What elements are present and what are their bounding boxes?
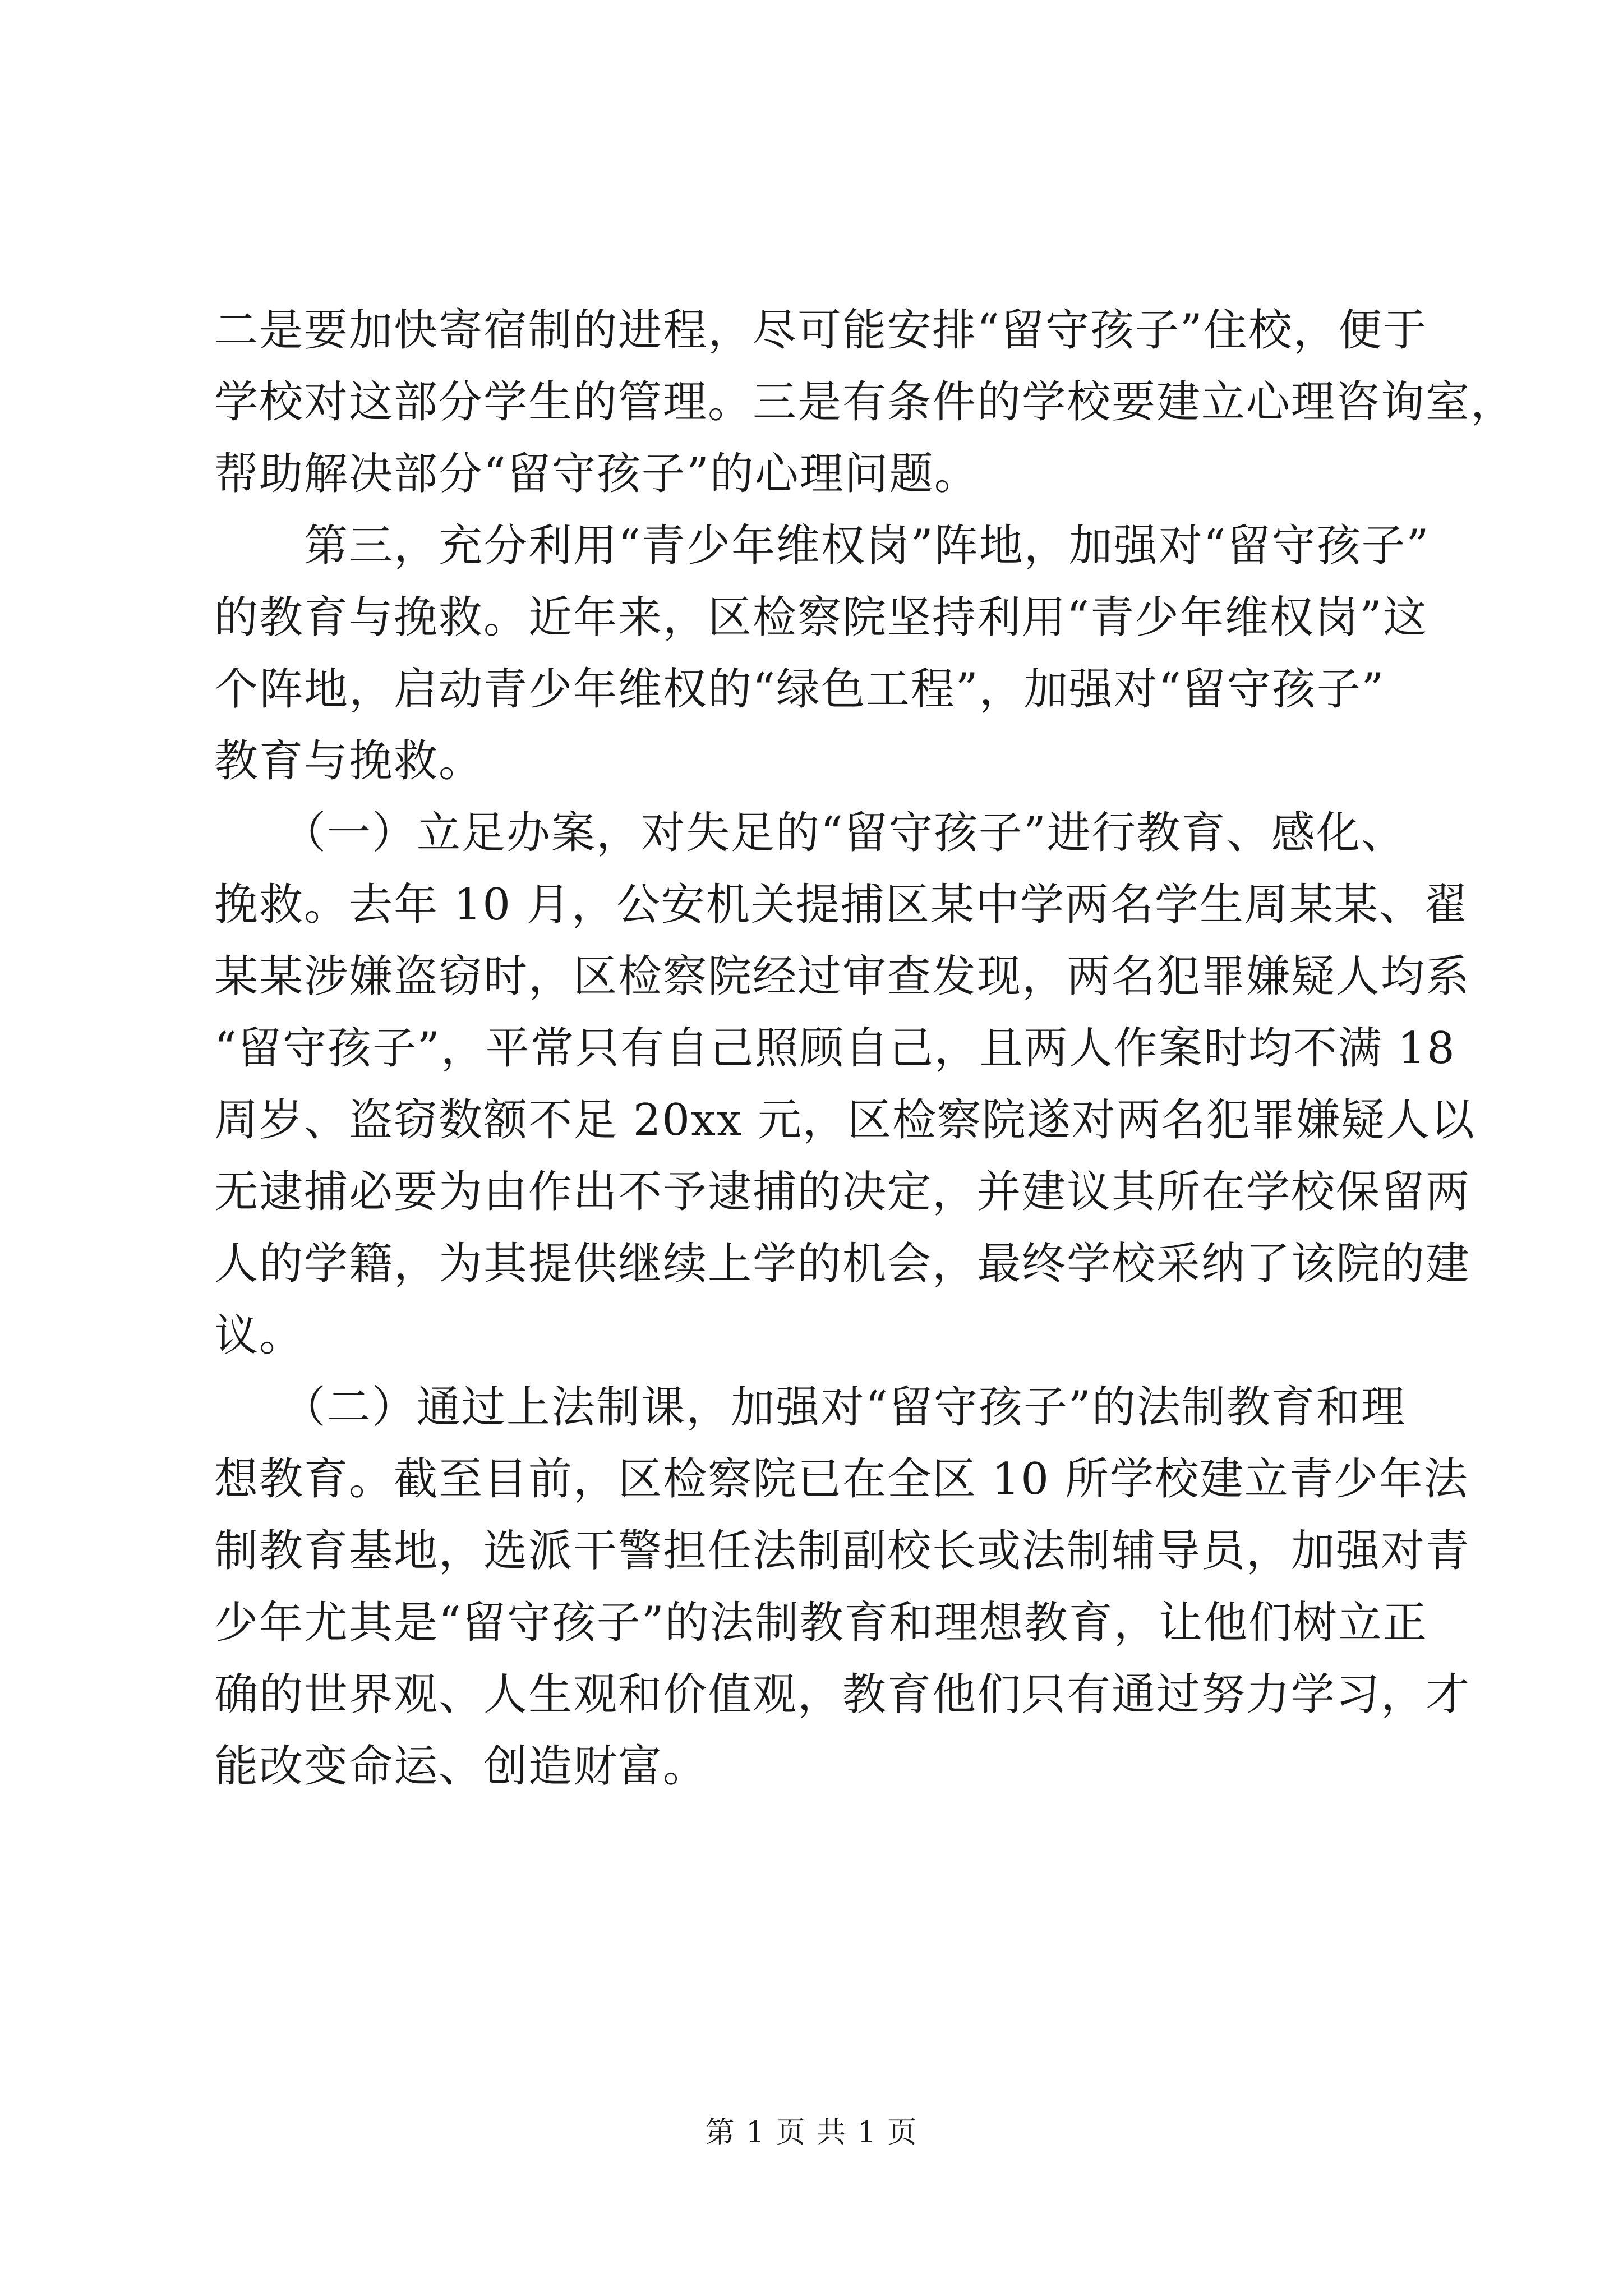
text-line: 第三，充分利用“青少年维权岗”阵地，加强对“留守孩子” [214, 521, 1430, 571]
text-line: 教育与挽救。 [214, 736, 484, 786]
text-line: 学校对这部分学生的管理。三是有条件的学校要建立心理咨询室， [214, 377, 1516, 427]
text-line: 少年尤其是“留守孩子”的法制教育和理想教育，让他们树立正 [214, 1598, 1428, 1648]
text-line: 挽救。去年 10 月，公安机关提捕区某中学两名学生周某某、翟 [214, 880, 1469, 930]
page-number-label: 第 1 页 共 1 页 [705, 2116, 918, 2150]
text-line: 二是要加快寄宿制的进程，尽可能安排“留守孩子”住校，便于 [214, 305, 1428, 356]
text-line: 个阵地，启动青少年维权的“绿色工程”，加强对“留守孩子” [214, 664, 1385, 715]
text-line: 议。 [214, 1310, 305, 1361]
text-line: 周岁、盗窃数额不足 20xx 元，区检察院遂对两名犯罪嫌疑人以 [214, 1095, 1476, 1145]
text-line: 的教育与挽救。近年来，区检察院坚持利用“青少年维权岗”这 [214, 592, 1428, 643]
text-line: 能改变命运、创造财富。 [214, 1741, 708, 1792]
text-line: 制教育基地，选派干警担任法制副校长或法制辅导员，加强对青 [214, 1526, 1471, 1576]
text-line: （二）通过上法制课，加强对“留守孩子”的法制教育和理 [214, 1382, 1406, 1433]
page-footer [0, 2116, 1623, 2150]
text-line: 人的学籍，为其提供继续上学的机会，最终学校采纳了该院的建 [214, 1239, 1471, 1289]
text-line: 某某涉嫌盗窃时，区检察院经过审查发现，两名犯罪嫌疑人均系 [214, 951, 1471, 1002]
document-body [214, 295, 1516, 1802]
text-line: “留守孩子”，平常只有自己照顾自己，且两人作案时均不满 18 [214, 1023, 1456, 1074]
text-line: （一）立足办案，对失足的“留守孩子”进行教育、感化、 [214, 808, 1406, 858]
text-line: 帮助解决部分“留守孩子”的心理问题。 [214, 449, 979, 499]
text-line: 无逮捕必要为由作出不予逮捕的决定，并建议其所在学校保留两 [214, 1167, 1471, 1217]
text-line: 确的世界观、人生观和价值观，教育他们只有通过努力学习，才 [214, 1669, 1471, 1720]
text-line: 想教育。截至目前，区检察院已在全区 10 所学校建立青少年法 [214, 1454, 1469, 1504]
